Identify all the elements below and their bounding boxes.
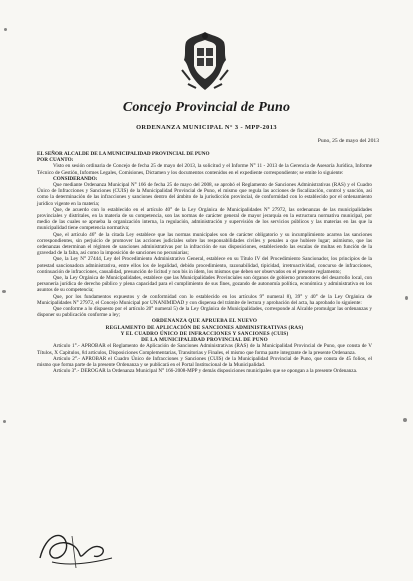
considerando-heading: CONSIDERANDO: bbox=[53, 175, 98, 182]
resolution-title: Y EL CUADRO ÚNICO DE INFRACCIONES Y SANCIONES (CUIS) bbox=[120, 330, 289, 337]
scan-speck bbox=[2, 290, 6, 293]
paragraph: Que mediante Ordenanza Municipal N° 166 de fecha 25 de mayo del 2008, se aprobó el Reglamento de Sanciones Administrativas (RAS) y el Cuadro Único de Infracciones y Sanciones (CUIS) de la Municipalidad Provincial de Puno, el mismo que regula las acciones de fiscalización, control y sanción, así como la determinación de las infracciones y sanciones dentro del ámbito de la jurisdicción provincial, de conformidad con lo establecido por el ordenamiento jurídico vigente en la materia; bbox=[37, 182, 372, 207]
resolution-title: REGLAMENTO DE APLICACIÓN DE SANCIONES ADMINISTRATIVAS (RAS) bbox=[105, 324, 304, 331]
ordinance-title: ORDENANZA MUNICIPAL N° 3 - MPP-2013 bbox=[136, 124, 277, 131]
scan-speck bbox=[403, 418, 407, 422]
date-line: Puno, 25 de mayo del 2013 bbox=[317, 138, 379, 144]
organization-title: Concejo Provincial de Puno bbox=[122, 100, 291, 115]
addressee: EL SEÑOR ALCALDE DE LA MUNICIPALIDAD PROVINCIAL DE PUNO bbox=[37, 151, 210, 157]
paragraph: Que, el artículo 46° de la citada Ley establece que las normas municipales son de carácter obligatorio y su incumplimiento acarrea las sanciones correspondientes, sin perjuicio de promover las acciones judiciales sobre las responsabilidades civiles y penales a que hubiere lugar; asimismo, que las ordenanzas determinan el régimen de sanciones administrativas por la infracción de sus disposiciones, estableciendo las escalas de multas en función de la gravedad de la falta, así como la imposición de sanciones no pecuniarias; bbox=[37, 231, 372, 257]
resolution-title: DE LA MUNICIPALIDAD PROVINCIAL DE PUNO bbox=[141, 337, 268, 344]
resolution-title: ORDENANZA QUE APRUEBA EL NUEVO bbox=[151, 318, 258, 325]
paragraph: Que, la Ley N° 27444, Ley del Procedimiento Administrativo General, establece en su Título IV del Procedimiento Sancionador, los principios de la potestad sancionadora administrativa, entre ellos los de legalidad, debido procedimiento, razonabilidad, tipicidad, irretroactividad, concurso de infracciones, continuación de infracciones, causalidad, presunción de licitud y non bis in ídem, los mismos que deben ser observados en el presente reglamento; bbox=[37, 256, 372, 275]
por-cuanto-heading: POR CUANTO: bbox=[37, 157, 74, 164]
handwritten-signature bbox=[32, 524, 122, 574]
paragraph: Que, por los fundamentos expuestos y de conformidad con lo establecido en los artículos 9° numeral 8), 39° y 40° de la Ley Orgánica de Municipalidades N° 27972, el Concejo Municipal por UNANIMIDAD y con dispensa del trámite de lectura y aprobación del acta, ha aprobado lo siguiente: bbox=[37, 293, 372, 306]
paragraph: Que conforme a lo dispuesto por el artículo 20° numeral 5) de la Ley Orgánica de Municipalidades, corresponde al Alcalde promulgar las ordenanzas y disponer su publicación conforme a ley; bbox=[37, 306, 372, 319]
article-2: Artículo 2°.- APROBAR el Cuadro Único de Infracciones y Sanciones (CUIS) de la Municipalidad Provincial de Puno, que consta de 45 folios, el mismo que forma parte de la presente Ordenanza y se publicará en el Portal Institucional de la Municipalidad. bbox=[37, 355, 372, 368]
scan-speck bbox=[4, 28, 7, 31]
document-body bbox=[37, 151, 372, 374]
scan-speck bbox=[3, 420, 6, 423]
scan-speck bbox=[405, 296, 408, 300]
article-3: Artículo 3°.- DEROGAR la Ordenanza Municipal N° 166-2008-MPP y demás disposiciones municipales que se opongan a la presente Ordenanza. bbox=[53, 368, 358, 375]
coat-of-arms-icon bbox=[178, 30, 232, 94]
paragraph: Que, de acuerdo con lo establecido en el artículo 40° de la Ley Orgánica de Municipalidades N° 27972, las ordenanzas de las municipalidades provinciales y distritales, en la materia de su competencia, son las normas de carácter general de mayor jerarquía en la estructura normativa municipal, por medio de las cuales se aprueba la organización interna, la regulación, administración y supervisión de los servicios públicos y las materias en las que la municipalidad tiene competencia normativa; bbox=[37, 206, 372, 232]
intro-paragraph: Visto en sesión ordinaria de Concejo de fecha 25 de mayo del 2013, la solicitud y el Informe N° 11 - 2013 de la Gerencia de Asesoría Jurídica, Informe Técnico de Gestión, Informes Legales, Comisiones, Dictamen y los documentos contenidos en el expediente correspondiente; se emite lo siguiente: bbox=[37, 163, 372, 176]
paragraph: Que, la Ley Orgánica de Municipalidades, establece que las Municipalidades Provinciales son órganos de gobierno promotores del desarrollo local, con personería jurídica de derecho público y plena capacidad para el cumplimiento de sus fines, gozando de autonomía política, económica y administrativa en los asuntos de su competencia; bbox=[37, 275, 372, 294]
article-1: Artículo 1°.- APROBAR el Reglamento de Aplicación de Sanciones Administrativas (RAS) de la Municipalidad Provincial de Puno, que consta de V Títulos, X Capítulos, 84 artículos, Disposiciones Complementarias, Transitorias y Finales, el mismo que forma parte integrante de la presente Ordenanza. bbox=[37, 343, 372, 356]
